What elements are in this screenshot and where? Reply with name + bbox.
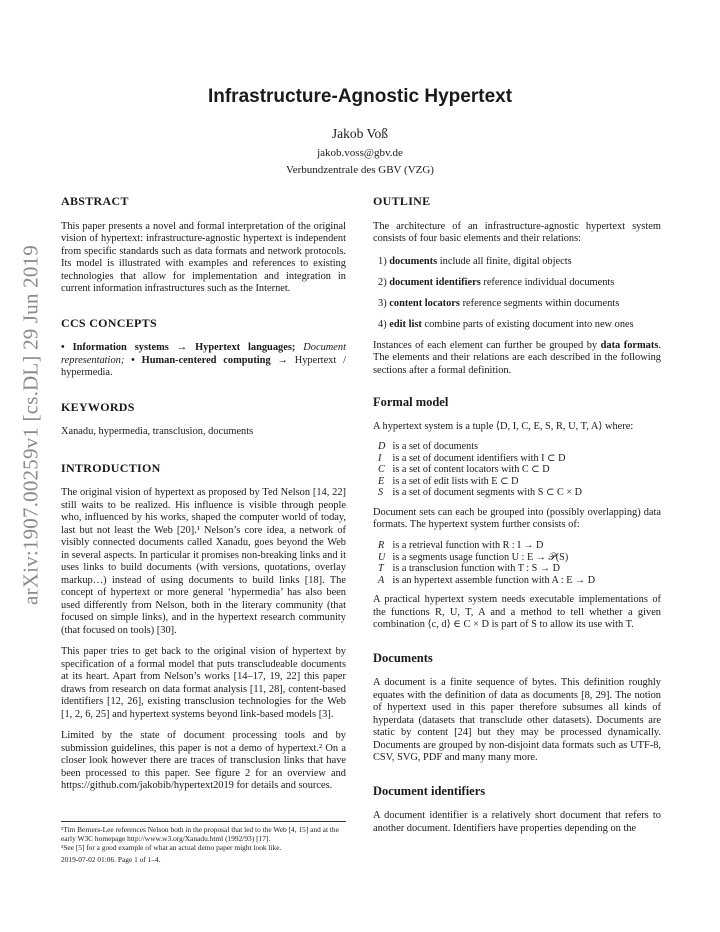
- keywords-text: Xanadu, hypermedia, transclusion, documents: [61, 426, 254, 437]
- ccs-heading: CCS CONCEPTS: [61, 315, 157, 330]
- documents-text: A document is a finite sequence of bytes. This definition roughly equates with the definition of data as documents [8, 29]. The notion of hypertext used in this paper therefore subsumes all kinds of hyperdata (datasets that transclude other datasets). Documents are static by content [24] but they may be processed dynamically. Documents are grouped by non-disjoint data formats such as UTF-8, CSV, SVG, PDF and many many more.: [373, 677, 661, 764]
- formal-end: A practical hypertext system needs executable implementations of the functions R, U, T, A and a method to tell whether a given combination ⟨c, d⟩ ∈ C × D is part of S to allow its use with T.: [373, 594, 661, 631]
- abstract-heading: ABSTRACT: [61, 194, 129, 208]
- outline-item: 4) edit list combine parts of existing document into new ones: [378, 318, 634, 330]
- document-identifiers-heading: Document identifiers: [373, 783, 486, 798]
- outline-list: [373, 256, 661, 332]
- abstract-text: This paper presents a novel and formal interpretation of the original vision of hypertext: infrastructure-agnostic hypertext is independent from specific standards such as data formats and network protocols. Its model is illustrated with examples and references to existing technologies that allow for implementation and integration in current information infrastructures such as the Internet.: [61, 220, 346, 294]
- intro-paragraph-1: The original vision of hypertext as proposed by Ted Nelson [14, 22] still waits to be realized. His influence is visible through people who, influenced by his works, shaped the computer world of today, last but not least the Web [20].¹ Nelson’s core idea, a network of visibly connected documents called Xanadu, goes beyond the Web in several aspects. In particular it promises non-breaking links and it uses links to build documents (with versions, quotations, overlay markup…) instead of using documents to build links [18]. The concept of hypertext or more general ‘hypermedia’ has also been used differently from Nelson, both in the literary community (that focused on simple links), and in the hypertext research community (that focused on tools) [30].: [61, 487, 346, 636]
- intro-paragraph-2: This paper tries to get back to the original vision of hypertext by specification of a formal model that puts transcludeable documents at its heart. Apart from Nelson’s works [14–17, 19, 22] this paper draws from research on data format analysis [11, 28], content-based identifiers [12, 26], existing transclusion technologies for the Web [1, 2, 6, 25] and hypertext systems beyond link-based models [3].: [61, 646, 346, 720]
- outline-intro: The architecture of an infrastructure-agnostic hypertext system consists of four basic elements and their relations:: [373, 220, 661, 244]
- arxiv-stamp-text: arXiv:1907.00259v1 [cs.DL] 29 Jun 2019: [18, 245, 43, 605]
- title-block: [0, 86, 720, 176]
- definition-row: E is a set of edit lists with E ⊂ D: [378, 475, 519, 487]
- ccs-concept-3: • Human-centered computing →: [124, 354, 288, 366]
- definition-row: I is a set of document identifiers with I ⊂ D: [378, 452, 566, 464]
- outline-after: Instances of each element can further be grouped by data formats. The elements and their relations are each described in the following sections after a formal definition.: [373, 339, 661, 376]
- left-column: [61, 195, 346, 793]
- introduction-heading: INTRODUCTION: [61, 460, 161, 475]
- ccs-concept-1: • Information systems → Hypertext languages;: [61, 342, 296, 353]
- formal-definitions: [378, 441, 661, 499]
- paper-title: Infrastructure-Agnostic Hypertext: [207, 86, 513, 107]
- outline-heading: OUTLINE: [373, 194, 431, 208]
- outline-item: 1) documents include all finite, digital objects: [378, 255, 572, 267]
- ccs-text: [61, 342, 346, 380]
- author-affiliation: Verbundzentrale des GBV (VZG): [286, 164, 434, 176]
- author-name: Jakob Voß: [331, 126, 389, 141]
- function-row: R is a retrieval function with R : I → D: [378, 539, 544, 551]
- outline-item: 2) document identifiers reference individual documents: [378, 276, 615, 288]
- function-row: A is an hypertext assemble function with A : E → D: [378, 574, 596, 586]
- definition-row: S is a set of document segments with S ⊂ C × D: [378, 487, 582, 499]
- outline-item: 3) content locators reference segments within documents: [378, 297, 620, 309]
- ccs-concept-4: Hypertext / hypermedia.: [61, 354, 346, 378]
- definition-row: C is a set of content locators with C ⊂ D: [378, 464, 550, 476]
- document-identifiers-text: A document identifier is a relatively short document that refers to another document. Identifiers have properties depending on the: [373, 810, 661, 834]
- ccs-concept-2: Document representation;: [61, 342, 346, 366]
- formal-intro: A hypertext system is a tuple ⟨D, I, C, E, S, R, U, T, A⟩ where:: [373, 420, 634, 432]
- formal-mid: Document sets can each be grouped into (possibly overlapping) data formats. The hypertext system further consists of:: [373, 506, 661, 531]
- arxiv-stamp: [20, 175, 42, 675]
- formal-functions: [378, 540, 661, 586]
- intro-paragraph-3: Limited by the state of document processing tools and by submission guidelines, this paper is not a demo of hypertext.² On a closer look however there are traces of transclusion links that have been processed to this paper. See figure 2 for an overview and https://github.com/jakobib/hypertext2019 for details and sources.: [61, 730, 346, 791]
- keywords-heading: KEYWORDS: [61, 399, 135, 414]
- author-email: jakob.voss@gbv.de: [317, 147, 403, 159]
- footnote-1: ¹Tim Berners-Lee references Nelson both in the proposal that led to the Web [4, 15] and at the early W3C homepage http://www.w3.org/Xanadu.html (1992/93) [17].: [61, 825, 339, 843]
- formal-model-heading: Formal model: [373, 395, 449, 409]
- page-info: 2019-07-02 01:06. Page 1 of 1–4.: [61, 855, 161, 864]
- documents-heading: Documents: [373, 650, 433, 665]
- function-row: T is a transclusion function with T : S → D: [378, 563, 560, 575]
- function-row: U is a segments usage function U : E → 𝒫(S): [378, 551, 569, 563]
- footnotes: [61, 821, 346, 864]
- footnote-2: ²See [5] for a good example of what an actual demo paper might look like.: [61, 843, 282, 852]
- definition-row: D is a set of documents: [378, 441, 478, 452]
- right-column: [373, 195, 661, 835]
